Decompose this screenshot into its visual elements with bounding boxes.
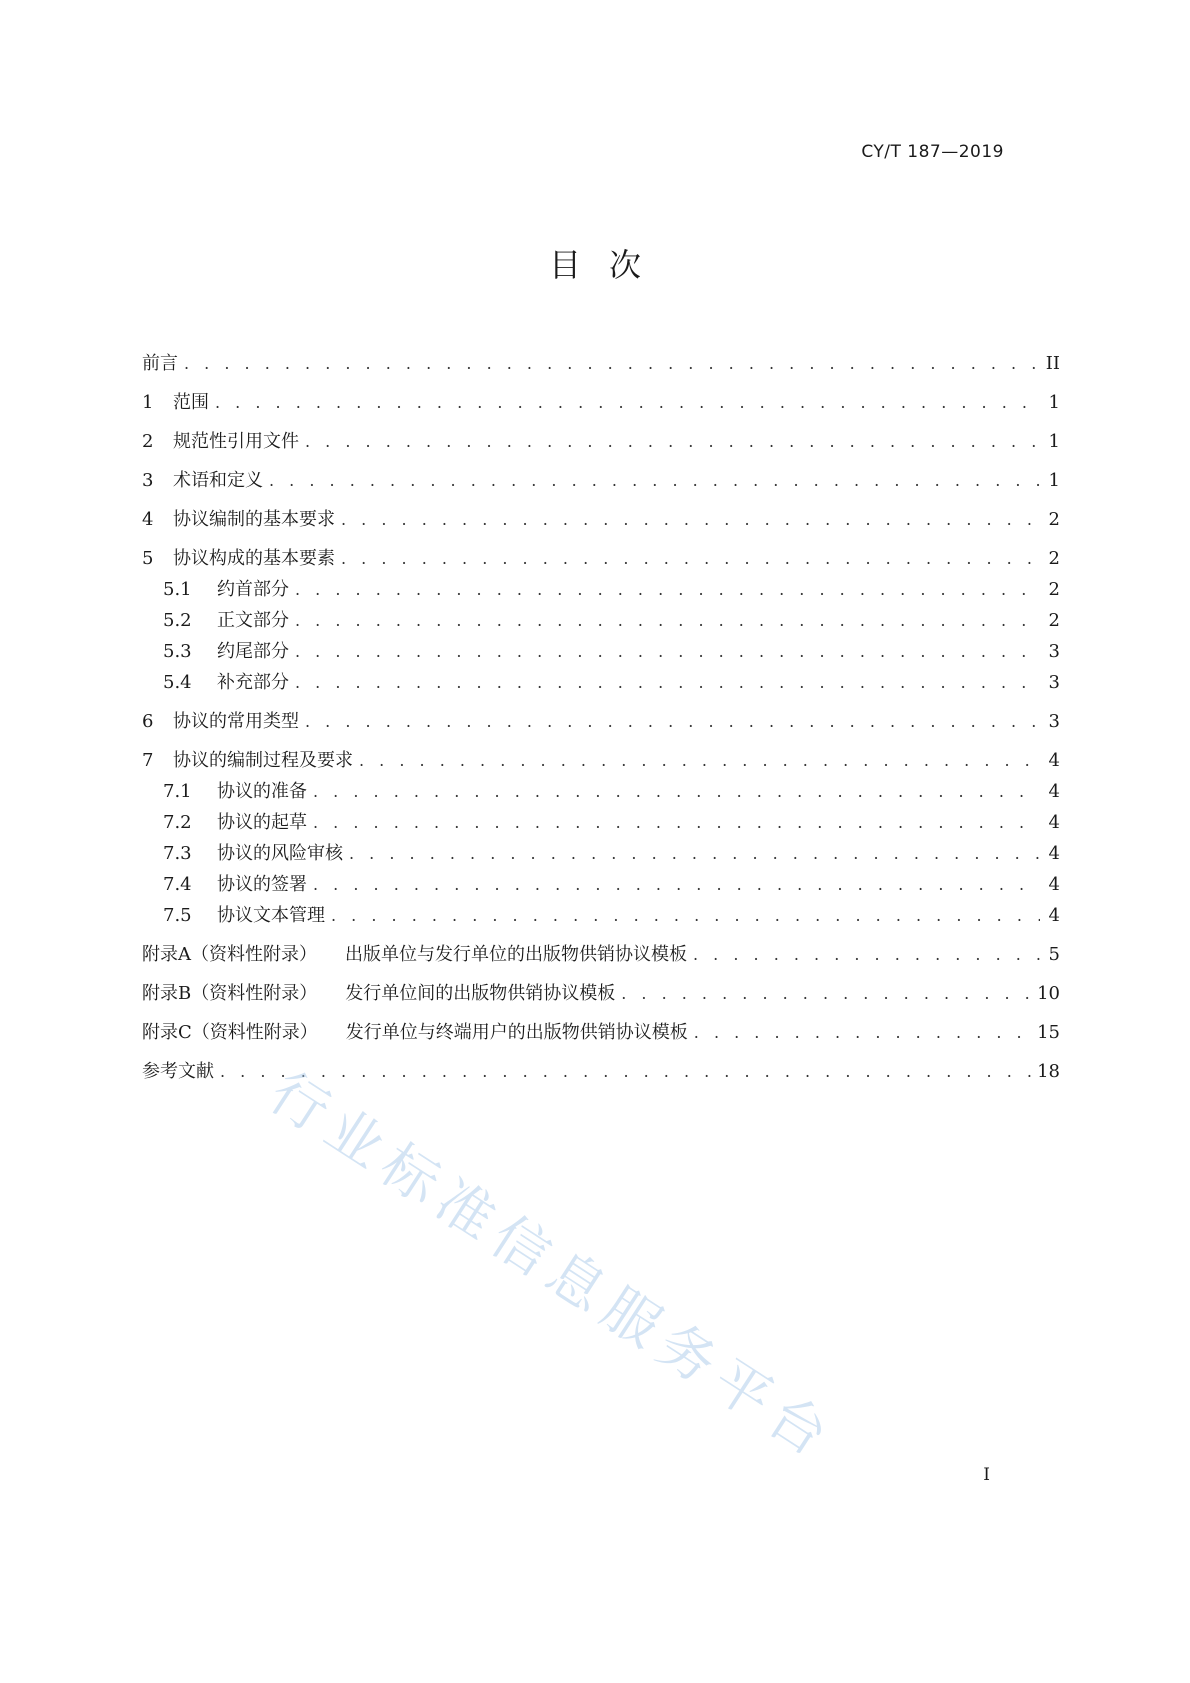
dot-leader [269,469,1040,493]
toc-entry-label: 规范性引用文件 [173,431,299,452]
toc-entry-number: 5.3 [163,641,192,662]
toc-entry-label: 协议编制的基本要求 [173,509,335,530]
toc-entry-number: 5 [142,548,154,569]
toc-entry-label: 前言 [142,353,178,374]
toc-entry-appendix-tag: 附录B（资料性附录） [142,983,318,1004]
toc-entry[interactable] [142,469,1060,493]
toc-entry[interactable] [142,1021,1060,1045]
toc-entry[interactable] [142,710,1060,734]
toc-entry-page: 10 [1037,983,1060,1004]
toc-entry-number: 2 [142,431,154,452]
toc-entry-label: 协议文本管理 [217,905,325,926]
table-of-contents [142,352,1060,1084]
toc-entry-number: 5.2 [163,610,192,631]
toc-entry-page: 3 [1048,711,1060,732]
toc-entry-label: 协议的起草 [217,812,307,833]
toc-entry[interactable] [142,547,1060,571]
toc-entry[interactable] [142,873,1060,897]
toc-entry-appendix-tag: 附录C（资料性附录） [142,1022,318,1043]
toc-entry[interactable] [142,904,1060,928]
toc-entry-page: 1 [1048,392,1060,413]
toc-entry-label: 出版单位与发行单位的出版物供销协议模板 [345,944,687,965]
page-title: 目次 [548,246,669,284]
toc-entry-label: 约尾部分 [217,641,289,662]
toc-entry-label: 约首部分 [217,579,289,600]
toc-entry-number: 7 [142,750,154,771]
dot-leader [313,780,1040,804]
toc-entry-appendix-tag: 附录A（资料性附录） [142,944,317,965]
toc-entry-page: 15 [1037,1022,1060,1043]
toc-entry[interactable] [142,671,1060,695]
toc-entry-page: 3 [1048,641,1060,662]
toc-entry-number: 1 [142,392,154,413]
toc-entry-page: II [1045,353,1060,374]
watermark: 行业标准信息服务平台 [258,1060,847,1475]
toc-entry-number: 5.1 [163,579,192,600]
toc-entry-page: 4 [1048,750,1060,771]
dot-leader [184,352,1040,376]
toc-entry-label: 参考文献 [142,1061,214,1082]
page-number: I [983,1465,990,1485]
toc-entry-number: 6 [142,711,154,732]
toc-entry-page: 2 [1048,509,1060,530]
toc-entry[interactable] [142,811,1060,835]
toc-entry-number: 7.4 [163,874,192,895]
toc-entry[interactable] [142,982,1060,1006]
toc-entry-label: 发行单位间的出版物供销协议模板 [345,983,616,1004]
toc-entry-label: 协议的签署 [217,874,307,895]
toc-entry-page: 2 [1048,579,1060,600]
dot-leader [621,982,1031,1006]
dot-leader [313,873,1040,897]
dot-leader [359,749,1040,773]
toc-entry-page: 1 [1048,470,1060,491]
dot-leader [220,1060,1031,1084]
toc-entry-page: 18 [1037,1061,1060,1082]
toc-entry[interactable] [142,609,1060,633]
dot-leader [313,811,1040,835]
dot-leader [295,578,1040,602]
toc-entry[interactable] [142,943,1060,967]
dot-leader [693,943,1040,967]
toc-entry-label: 协议的准备 [217,781,307,802]
dot-leader [349,842,1040,866]
dot-leader [305,710,1040,734]
toc-entry-label: 术语和定义 [173,470,263,491]
toc-entry-label: 协议的编制过程及要求 [173,750,353,771]
toc-entry-label: 正文部分 [217,610,289,631]
toc-entry-label: 范围 [173,392,209,413]
toc-entry-page: 4 [1048,812,1060,833]
toc-entry-number: 4 [142,509,154,530]
toc-entry-label: 协议的风险审核 [217,843,343,864]
toc-entry-number: 3 [142,470,154,491]
toc-entry[interactable] [142,391,1060,415]
toc-entry-label: 发行单位与终端用户的出版物供销协议模板 [345,1022,688,1043]
toc-entry[interactable] [142,430,1060,454]
toc-entry-number: 7.2 [163,812,192,833]
toc-entry-page: 5 [1048,944,1060,965]
document-code: CY/T 187—2019 [861,142,1004,162]
toc-entry-page: 2 [1048,610,1060,631]
dot-leader [295,609,1040,633]
toc-entry-label: 协议构成的基本要素 [173,548,335,569]
toc-entry[interactable] [142,352,1060,376]
toc-entry-page: 3 [1048,672,1060,693]
dot-leader [694,1021,1031,1045]
toc-entry-page: 4 [1048,843,1060,864]
toc-entry[interactable] [142,508,1060,532]
toc-entry-label: 协议的常用类型 [173,711,299,732]
toc-entry-number: 7.1 [163,781,192,802]
dot-leader [331,904,1040,928]
toc-entry-number: 7.3 [163,843,192,864]
dot-leader [295,671,1040,695]
dot-leader [305,430,1040,454]
toc-entry-label: 补充部分 [217,672,289,693]
toc-entry-page: 4 [1048,874,1060,895]
dot-leader [341,508,1040,532]
dot-leader [215,391,1040,415]
toc-entry[interactable] [142,749,1060,773]
toc-entry-number: 7.5 [163,905,192,926]
toc-entry-number: 5.4 [163,672,192,693]
toc-entry[interactable] [142,1060,1060,1084]
toc-entry-page: 1 [1048,431,1060,452]
toc-entry[interactable] [142,640,1060,664]
toc-entry-page: 2 [1048,548,1060,569]
toc-entry-page: 4 [1048,905,1060,926]
toc-entry[interactable] [142,780,1060,804]
toc-entry[interactable] [142,578,1060,602]
toc-entry[interactable] [142,842,1060,866]
dot-leader [341,547,1040,571]
toc-entry-page: 4 [1048,781,1060,802]
dot-leader [295,640,1040,664]
